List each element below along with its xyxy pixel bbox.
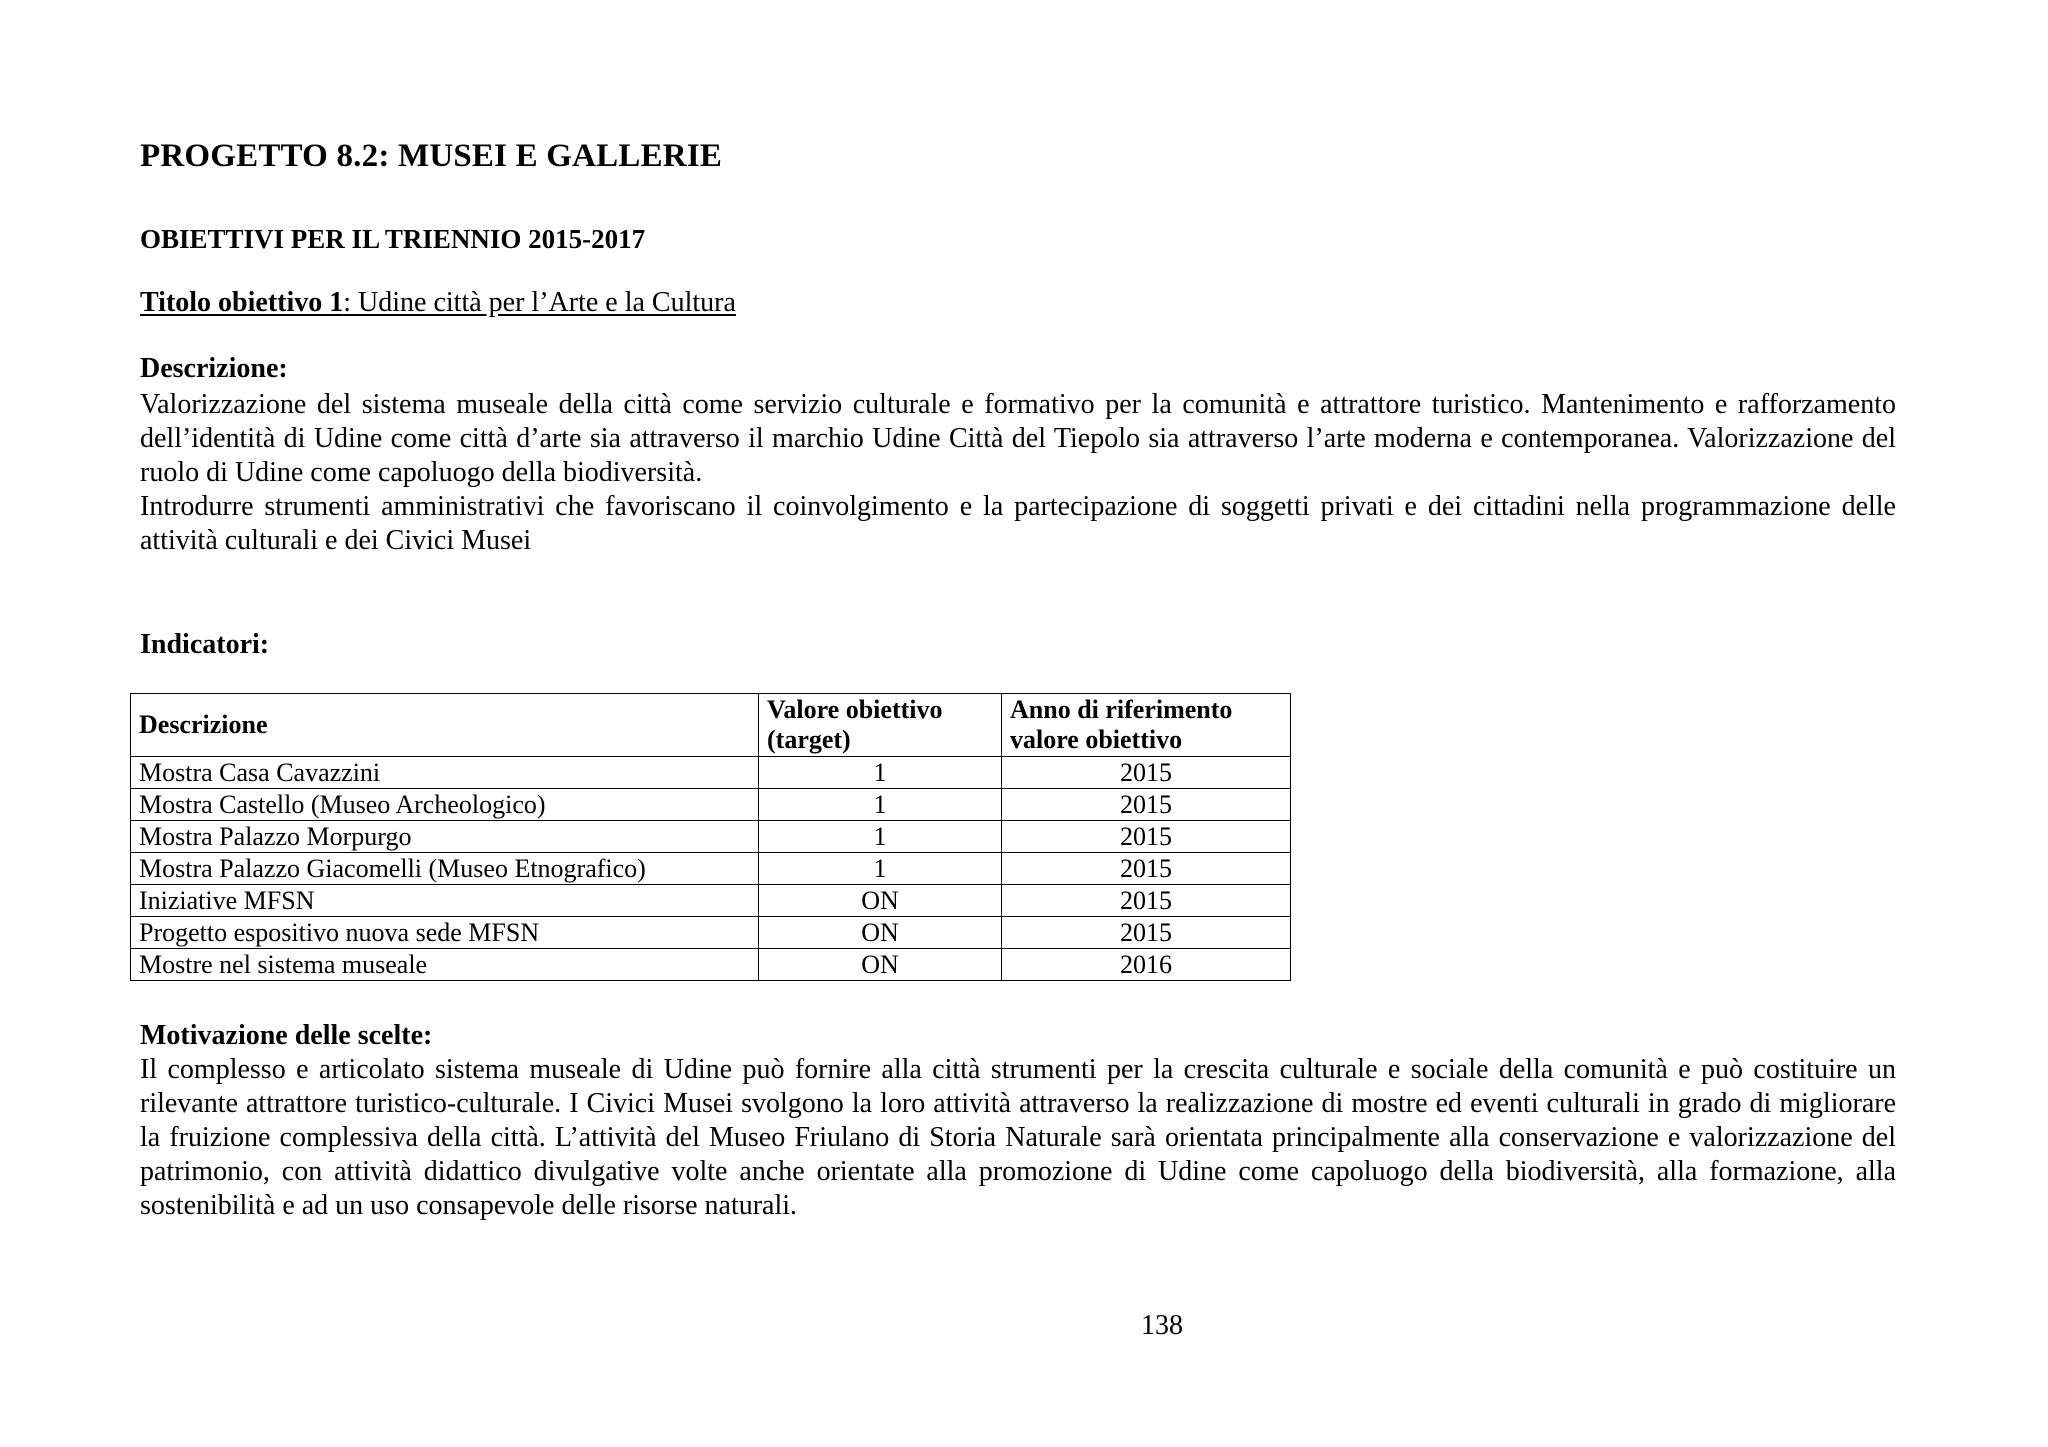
table-row [131,789,1291,821]
table-row [131,917,1291,949]
cell-descrizione: Mostra Casa Cavazzini [131,757,759,789]
header-valore-obiettivo: Valore obiettivo (target) [759,694,1002,757]
objective-text: : Udine città per l’Arte e la Cultura [343,287,736,318]
cell-anno: 2015 [1002,917,1291,949]
description-paragraph-2: Introdurre strumenti amministrativi che favoriscano il coinvolgimento e la partecipazione di soggetti privati e dei cittadini nella programmazione delle attività culturali e dei Civici Musei [140,491,1896,556]
cell-descrizione: Iniziative MFSN [131,885,759,917]
table-row [131,885,1291,917]
cell-valore: 1 [759,789,1002,821]
indicators-table [130,693,1291,981]
cell-descrizione: Mostra Palazzo Morpurgo [131,821,759,853]
objective-title [140,287,736,319]
cell-descrizione: Progetto espositivo nuova sede MFSN [131,917,759,949]
table-row [131,853,1291,885]
cell-descrizione: Mostra Palazzo Giacomelli (Museo Etnografico) [131,853,759,885]
cell-valore: ON [759,917,1002,949]
cell-anno: 2015 [1002,853,1291,885]
indicators-label: Indicatori: [140,629,270,660]
motivation-label: Motivazione delle scelte: [140,1020,433,1051]
table-row [131,949,1291,981]
cell-anno: 2015 [1002,789,1291,821]
cell-valore: ON [759,885,1002,917]
cell-anno: 2015 [1002,885,1291,917]
header-anno-riferimento: Anno di riferimento valore obiettivo [1002,694,1291,757]
page-number: 138 [1141,1310,1183,1341]
cell-valore: 1 [759,821,1002,853]
cell-valore: ON [759,949,1002,981]
section-subtitle: OBIETTIVI PER IL TRIENNIO 2015-2017 [140,224,646,254]
cell-valore: 1 [759,853,1002,885]
header-descrizione: Descrizione [131,694,759,757]
table-row [131,821,1291,853]
table-header-row [131,694,1291,757]
objective-label: Titolo obiettivo 1 [140,287,344,318]
cell-descrizione: Mostre nel sistema museale [131,949,759,981]
cell-valore: 1 [759,757,1002,789]
description-paragraph-1: Valorizzazione del sistema museale della città come servizio culturale e formativo per la comunità e attrattore turistico. Mantenimento e rafforzamento dell’identità di Udine come città d’arte sia attraverso il marchio Udine Città del Tiepolo sia attraverso l’arte moderna e contemporanea. Valorizzazione del ruolo di Udine come capoluogo della biodiversità. [140,389,1896,488]
page-title: PROGETTO 8.2: MUSEI E GALLERIE [140,138,723,174]
cell-descrizione: Mostra Castello (Museo Archeologico) [131,789,759,821]
description-label: Descrizione: [140,353,288,384]
motivation-paragraph: Il complesso e articolato sistema museale di Udine può fornire alla città strumenti per la crescita culturale e sociale della comunità e può costituire un rilevante attrattore turistico-culturale. I Civici Musei svolgono la loro attività attraverso la realizzazione di mostre ed eventi culturali in grado di migliorare la fruizione complessiva della città. L’attività del Museo Friulano di Storia Naturale sarà orientata principalmente alla conservazione e valorizzazione del patrimonio, con attività didattico divulgative volte anche orientate alla promozione di Udine come capoluogo della biodiversità, alla formazione, alla sostenibilità e ad un uso consapevole delle risorse naturali. [140,1054,1896,1221]
cell-anno: 2016 [1002,949,1291,981]
cell-anno: 2015 [1002,757,1291,789]
cell-anno: 2015 [1002,821,1291,853]
table-row [131,757,1291,789]
